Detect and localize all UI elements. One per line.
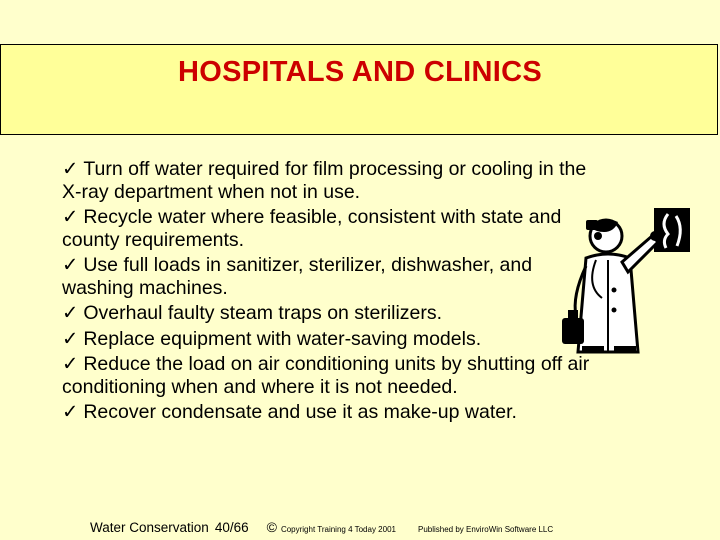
list-item: ✓ Overhaul faulty steam traps on sterilizers. <box>62 302 443 324</box>
check-icon: ✓ <box>62 254 79 276</box>
check-icon: ✓ <box>62 302 79 324</box>
footer-publisher: Published by EnviroWin Software LLC <box>417 525 554 534</box>
footer-copyright: Copyright Training 4 Today 2001 <box>280 525 396 534</box>
check-icon: ✓ <box>62 206 79 228</box>
list-item: ✓ Recycle water where feasible, consistent with state and county requirements. <box>62 206 562 251</box>
check-icon: ✓ <box>62 158 79 180</box>
footer-page-number: 40/66 <box>214 520 249 535</box>
check-icon: ✓ <box>62 353 79 375</box>
page-title: HOSPITALS AND CLINICS <box>178 56 542 88</box>
check-icon: ✓ <box>62 401 79 423</box>
list-item: ✓ Reduce the load on air conditioning units by shutting off air conditioning when and where it is not needed. <box>62 353 590 398</box>
list-item: ✓ Use full loads in sanitizer, sterilizer, dishwasher, and washing machines. <box>62 254 533 299</box>
doctor-clipart <box>556 206 696 356</box>
list-item: ✓ Recover condensate and use it as make-up water. <box>62 401 517 423</box>
xray-film-icon <box>654 208 690 252</box>
list-item: ✓ Replace equipment with water-saving models. <box>62 327 482 350</box>
check-icon: ✓ <box>62 327 79 350</box>
copyright-icon: © <box>266 519 277 535</box>
list-item: ✓ Turn off water required for film processing or cooling in the X-ray department when not in use. <box>62 158 587 203</box>
footer <box>90 519 553 535</box>
footer-course: Water Conservation <box>90 520 209 535</box>
bullet-list <box>62 158 592 427</box>
